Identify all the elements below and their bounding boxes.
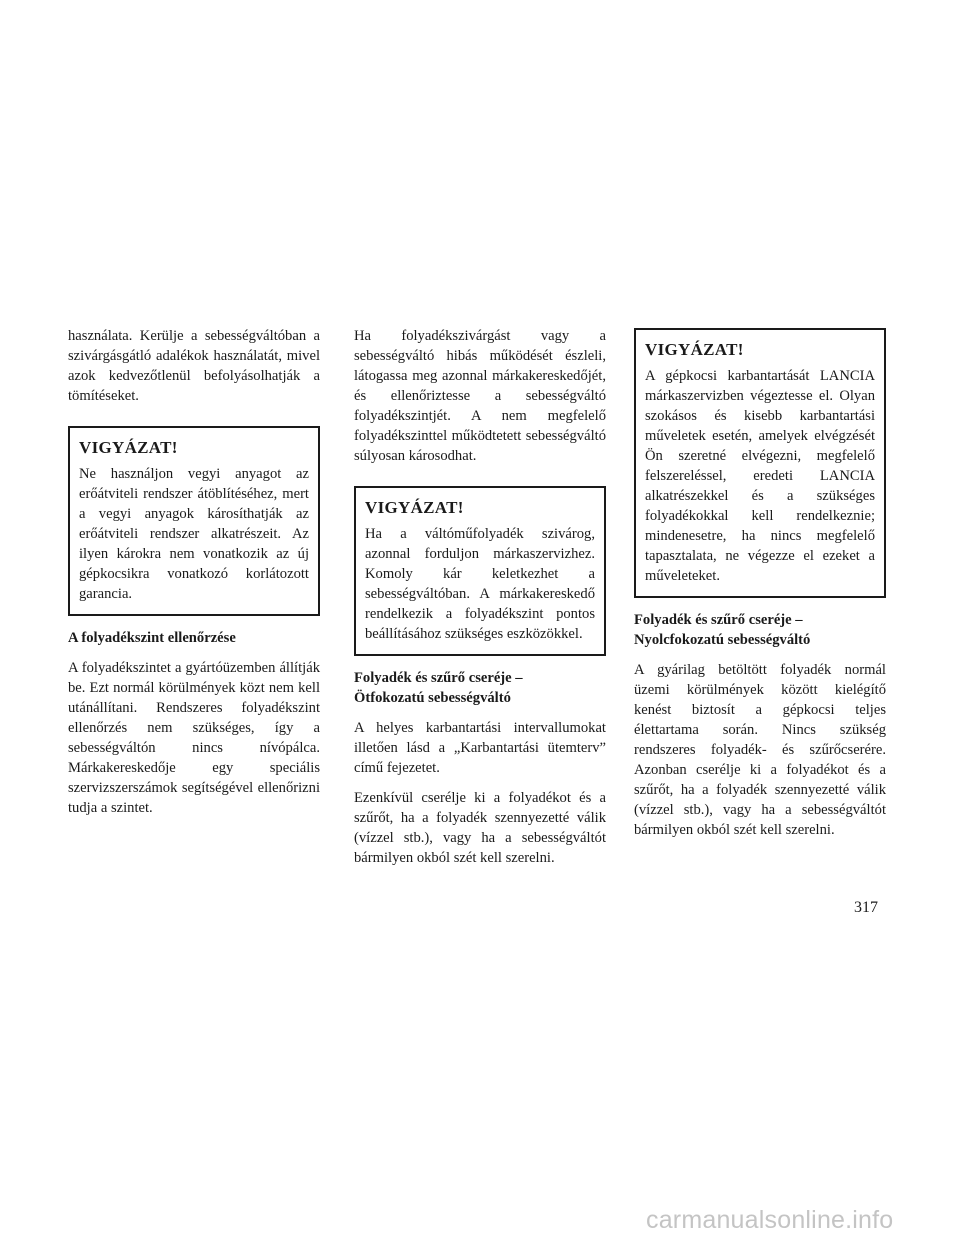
page-number: 317 [854, 899, 878, 916]
body-paragraph: Ezenkívül cserélje ki a folyadékot és a szűrőt, ha a folyadék szennyezetté válik (vízzel stb.), vagy ha a sebességváltót bármilyen okból szét kell szerelni. [354, 790, 606, 866]
warning-box [354, 486, 606, 656]
column-right [634, 326, 886, 850]
warning-text: Ne használjon vegyi anyagot az erőátviteli rendszer átöblítéséhez, mert a vegyi anyagok károsíthatják az erőátviteli rendszer alkatrészeit. Az ilyen károkra nem vonatkozik az új gépkocsikra vonatkozó korlátozott garancia. [79, 466, 309, 602]
section-heading-line-1: Folyadék és szűrő cseréje – [354, 670, 523, 686]
intro-paragraph: használata. Kerülje a sebességváltóban a szivárgásgátló adalékok használatát, mivel azok kedvezőtlenül befolyásolhatják a tömítéseket. [68, 328, 320, 404]
body-paragraph: A gyárilag betöltött folyadék normál üzemi körülmények között kielégítő kenést biztosít a gépkocsi teljes élettartama során. Nincs szükség rendszeres folyadék- és szűrőcserére. Azonban cserélje ki a folyadékot és a szűrőt, ha a folyadék szennyezetté válik (vízzel stb.), vagy ha a sebességváltót bármilyen okból szét kell szerelni. [634, 662, 886, 838]
watermark-text: carmanualsonline.info [646, 1206, 894, 1234]
section-heading [354, 668, 606, 708]
body-paragraph: A helyes karbantartási intervallumokat illetően lásd a „Karbantartási ütemterv” című fejezetet. [354, 720, 606, 776]
section-heading-line-1: Folyadék és szűrő cseréje – [634, 612, 803, 628]
column-middle [354, 326, 606, 878]
warning-title: VIGYÁZAT! [365, 498, 464, 517]
body-paragraph: A folyadékszintet a gyártóüzemben állítják be. Ezt normál körülmények közt nem kell utánállítani. Rendszeres folyadékszint ellenőrzés nem szükséges, így a sebességváltón nincs nívópálca. Márkakereskedője egy speciális szervizszerszámok segítségével ellenőrizni tudja a szintet. [68, 660, 320, 816]
warning-text: A gépkocsi karbantartását LANCIA márkaszervizben végeztesse el. Olyan szokásos és kisebb karbantartási műveletek esetén, amelyek elvégzését Ön szeretné elvégezni, megfelelő felszereléssel, eredeti LANCIA alkatrészekkel és a szükséges folyadékokkal kell rendelkeznie; mindenesetre, ha nincs megfelelő tapasztalata, ne végezze el ezeket a műveleteket. [645, 368, 875, 584]
section-heading-line-2: Ötfokozatú sebességváltó [354, 690, 511, 706]
intro-paragraph: Ha folyadékszivárgást vagy a sebességváltó hibás működését észleli, látogassa meg azonnal márkakereskedőjét, és ellenőriztesse a sebességváltó folyadékszintjét. A nem megfelelő folyadékszinttel működtetett sebességváltó súlyosan károsodhat. [354, 328, 606, 464]
warning-text: Ha a váltóműfolyadék szivárog, azonnal forduljon márkaszervizhez. Komoly kár keletkezhet a sebességváltóban. A márkakereskedő rendelkezik a folyadékszint pontos beállításához szükséges eszközökkel. [365, 526, 595, 642]
section-heading-line-2: Nyolcfokozatú sebességváltó [634, 632, 811, 648]
warning-box [68, 426, 320, 616]
warning-title: VIGYÁZAT! [79, 438, 178, 457]
column-left [68, 326, 320, 828]
warning-title: VIGYÁZAT! [645, 340, 744, 359]
section-heading [634, 610, 886, 650]
warning-box [634, 328, 886, 598]
section-heading: A folyadékszint ellenőrzése [68, 630, 236, 646]
